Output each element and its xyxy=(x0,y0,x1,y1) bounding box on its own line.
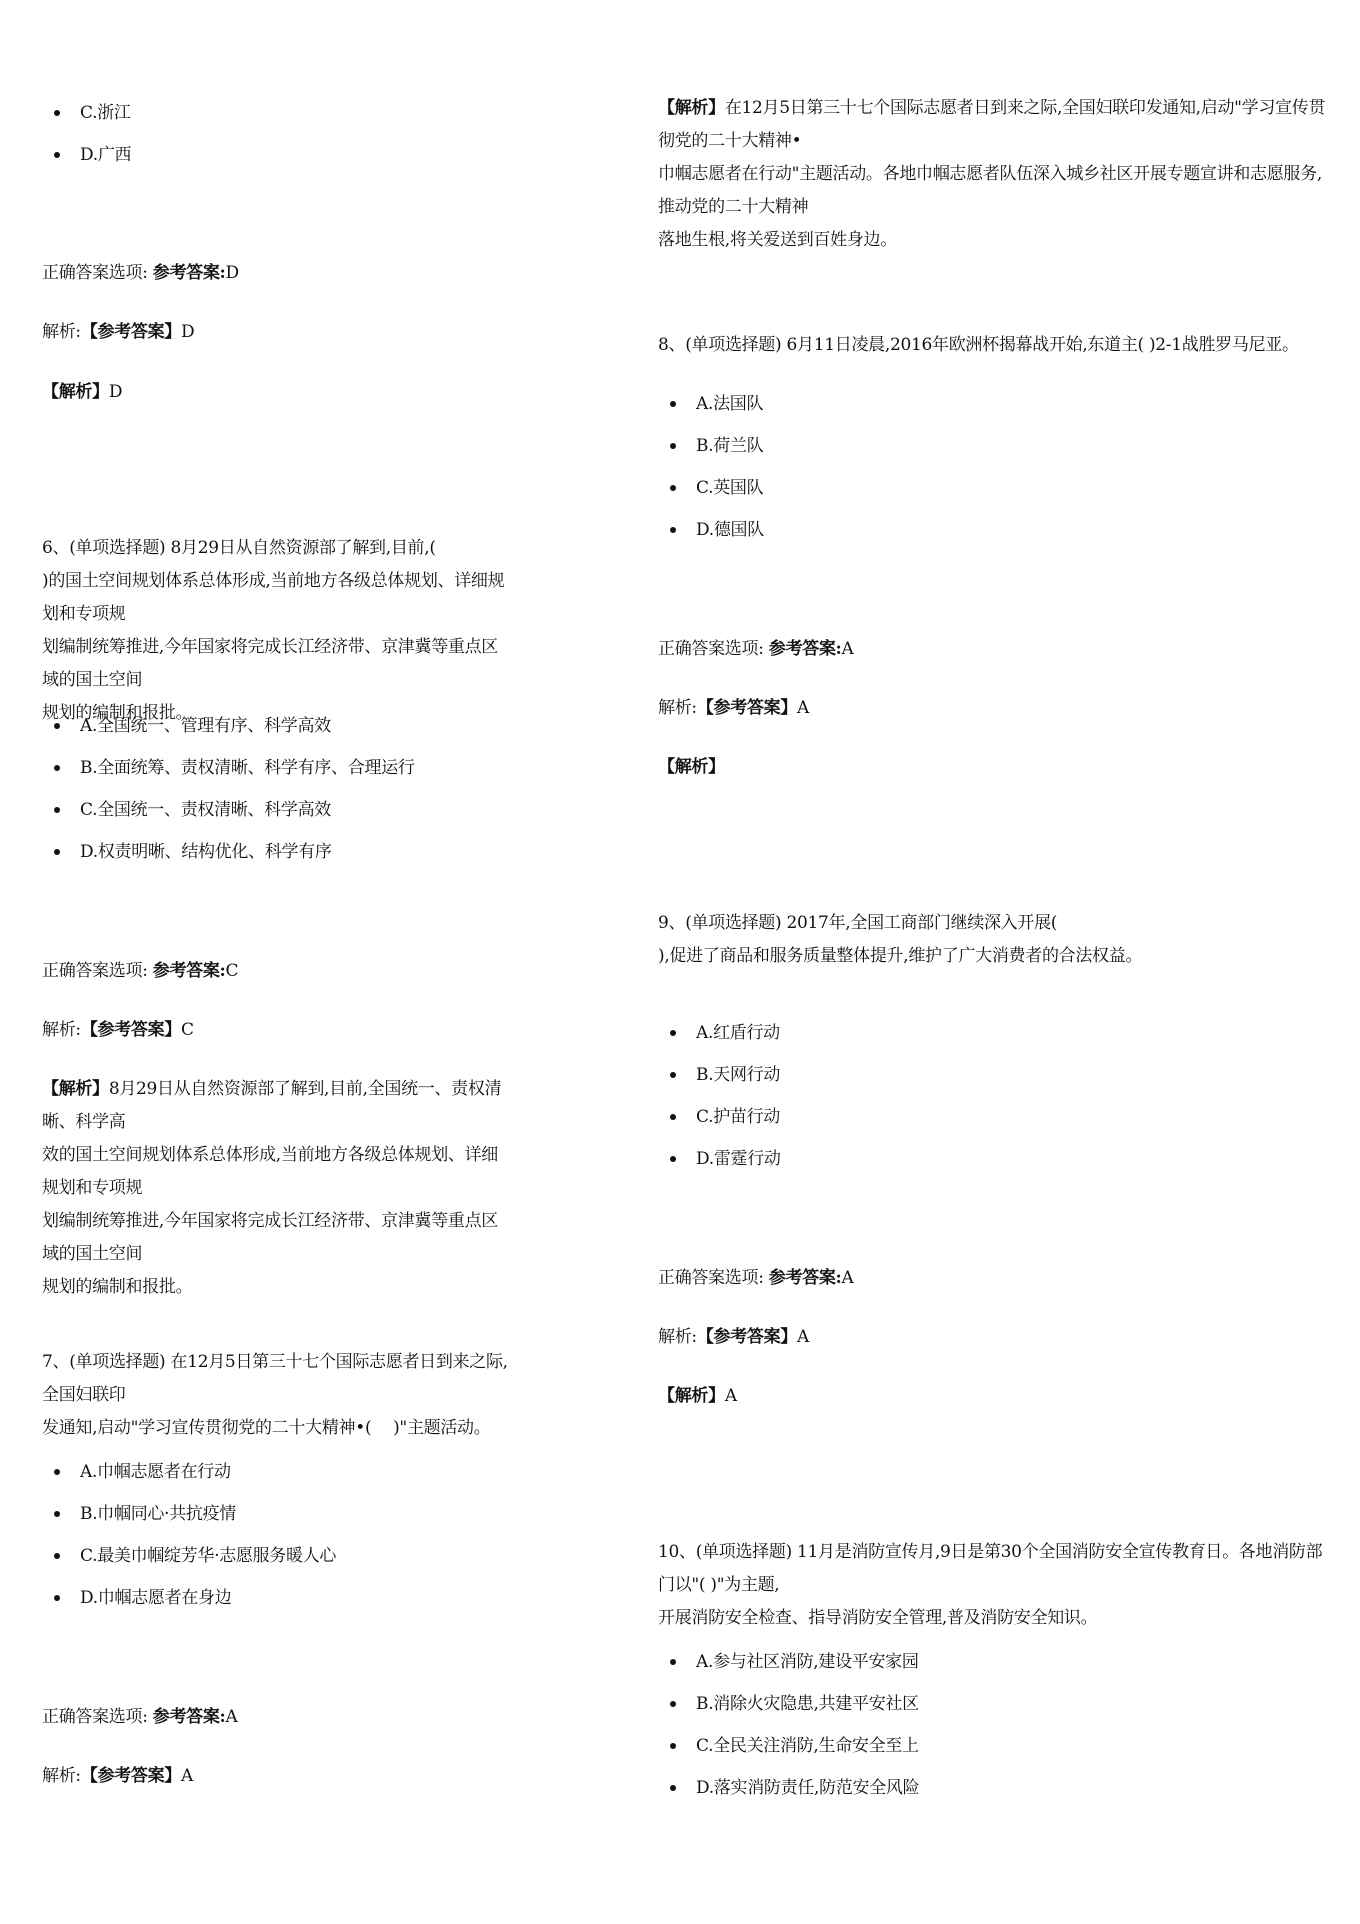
q8-analysis: 【解析】 xyxy=(658,757,725,777)
option-item[interactable]: D.广西 xyxy=(42,134,512,176)
q5-analysis: 【解析】D xyxy=(42,382,123,402)
q9-options xyxy=(658,1012,1328,1180)
bullet-icon xyxy=(54,110,60,116)
q8-question: 8、(单项选择题) 6月11日凌晨,2016年欧洲杯揭幕战开始,东道主( )2-1战胜罗马尼亚。 xyxy=(658,335,1299,355)
q7-analysis: 【解析】在12月5日第三十七个国际志愿者日到来之际,全国妇联印发通知,启动"学习宣传贯彻党的二十大精神• 巾帼志愿者在行动"主题活动。各地巾帼志愿者队伍深入城乡社区开展专题宣讲和志愿服务,推动党的二十大精神 落地生根,将关爱送到百姓身边。 xyxy=(658,98,1326,250)
option-item[interactable]: C.护苗行动 xyxy=(658,1096,1328,1138)
option-item[interactable]: D.德国队 xyxy=(658,509,1328,551)
option-item[interactable]: A.法国队 xyxy=(658,383,1328,425)
q5-options xyxy=(42,92,512,176)
q6-analysis: 【解析】8月29日从自然资源部了解到,目前,全国统一、责权清晰、科学高 效的国土空间规划体系总体形成,当前地方各级总体规划、详细规划和专项规 划编制统筹推进,今年国家将完成长江经济带、京津冀等重点区域的国土空间 规划的编制和报批。 xyxy=(42,1079,502,1297)
q5-correct-answer: 正确答案选项: 参考答案:D xyxy=(42,263,239,283)
option-item[interactable]: D.落实消防责任,防范安全风险 xyxy=(658,1767,1328,1809)
option-item[interactable]: C.浙江 xyxy=(42,92,512,134)
bullet-icon xyxy=(54,1469,60,1475)
q7-options xyxy=(42,1451,512,1619)
q8-options xyxy=(658,383,1328,551)
option-item[interactable]: B.消除火灾隐患,共建平安社区 xyxy=(658,1683,1328,1725)
bullet-icon xyxy=(670,1743,676,1749)
q6-options xyxy=(42,705,512,873)
option-item[interactable]: C.全民关注消防,生命安全至上 xyxy=(658,1725,1328,1767)
q10-options xyxy=(658,1641,1328,1809)
bullet-icon xyxy=(54,849,60,855)
option-item[interactable]: A.全国统一、管理有序、科学高效 xyxy=(42,705,512,747)
bullet-icon xyxy=(670,1156,676,1162)
bullet-icon xyxy=(54,152,60,158)
q9-correct-answer: 正确答案选项: 参考答案:A xyxy=(658,1268,854,1288)
q10-question: 10、(单项选择题) 11月是消防宣传月,9日是第30个全国消防安全宣传教育日。各地消防部门以"( )"为主题, 开展消防安全检查、指导消防安全管理,普及消防安全知识。 xyxy=(658,1542,1323,1628)
bullet-icon xyxy=(670,1030,676,1036)
bullet-icon xyxy=(670,1114,676,1120)
option-item[interactable]: A.巾帼志愿者在行动 xyxy=(42,1451,512,1493)
q6-question: 6、(单项选择题) 8月29日从自然资源部了解到,目前,( )的国土空间规划体系总体形成,当前地方各级总体规划、详细规划和专项规 划编制统筹推进,今年国家将完成长江经济带、京津冀等重点区域的国土空间 规划的编制和报批。 xyxy=(42,538,505,723)
bullet-icon xyxy=(54,765,60,771)
option-item[interactable]: C.最美巾帼绽芳华·志愿服务暖人心 xyxy=(42,1535,512,1577)
q6-correct-answer: 正确答案选项: 参考答案:C xyxy=(42,961,239,981)
bullet-icon xyxy=(54,1553,60,1559)
option-item[interactable]: D.权责明晰、结构优化、科学有序 xyxy=(42,831,512,873)
option-item[interactable]: A.红盾行动 xyxy=(658,1012,1328,1054)
q7-question: 7、(单项选择题) 在12月5日第三十七个国际志愿者日到来之际,全国妇联印 发通知,启动"学习宣传贯彻党的二十大精神•( )"主题活动。 xyxy=(42,1352,508,1438)
q5-analysis-answer: 解析:【参考答案】D xyxy=(42,322,195,342)
option-item[interactable]: B.巾帼同心·共抗疫情 xyxy=(42,1493,512,1535)
q7-analysis-answer: 解析:【参考答案】A xyxy=(42,1766,194,1786)
bullet-icon xyxy=(670,401,676,407)
q9-question: 9、(单项选择题) 2017年,全国工商部门继续深入开展( ),促进了商品和服务质量整体提升,维护了广大消费者的合法权益。 xyxy=(658,913,1143,966)
bullet-icon xyxy=(670,527,676,533)
q8-analysis-answer: 解析:【参考答案】A xyxy=(658,698,810,718)
q6-analysis-answer: 解析:【参考答案】C xyxy=(42,1020,194,1040)
bullet-icon xyxy=(54,723,60,729)
q9-analysis: 【解析】A xyxy=(658,1386,737,1406)
bullet-icon xyxy=(670,1785,676,1791)
option-item[interactable]: C.全国统一、责权清晰、科学高效 xyxy=(42,789,512,831)
bullet-icon xyxy=(670,443,676,449)
option-item[interactable]: B.全面统筹、责权清晰、科学有序、合理运行 xyxy=(42,747,512,789)
option-item[interactable]: B.荷兰队 xyxy=(658,425,1328,467)
bullet-icon xyxy=(670,1072,676,1078)
bullet-icon xyxy=(54,807,60,813)
bullet-icon xyxy=(54,1511,60,1517)
bullet-icon xyxy=(54,1595,60,1601)
bullet-icon xyxy=(670,1701,676,1707)
option-item[interactable]: A.参与社区消防,建设平安家园 xyxy=(658,1641,1328,1683)
bullet-icon xyxy=(670,485,676,491)
q9-analysis-answer: 解析:【参考答案】A xyxy=(658,1327,810,1347)
q7-correct-answer: 正确答案选项: 参考答案:A xyxy=(42,1707,238,1727)
option-item[interactable]: C.英国队 xyxy=(658,467,1328,509)
q8-correct-answer: 正确答案选项: 参考答案:A xyxy=(658,639,854,659)
option-item[interactable]: B.天网行动 xyxy=(658,1054,1328,1096)
option-item[interactable]: D.雷霆行动 xyxy=(658,1138,1328,1180)
option-item[interactable]: D.巾帼志愿者在身边 xyxy=(42,1577,512,1619)
bullet-icon xyxy=(670,1659,676,1665)
